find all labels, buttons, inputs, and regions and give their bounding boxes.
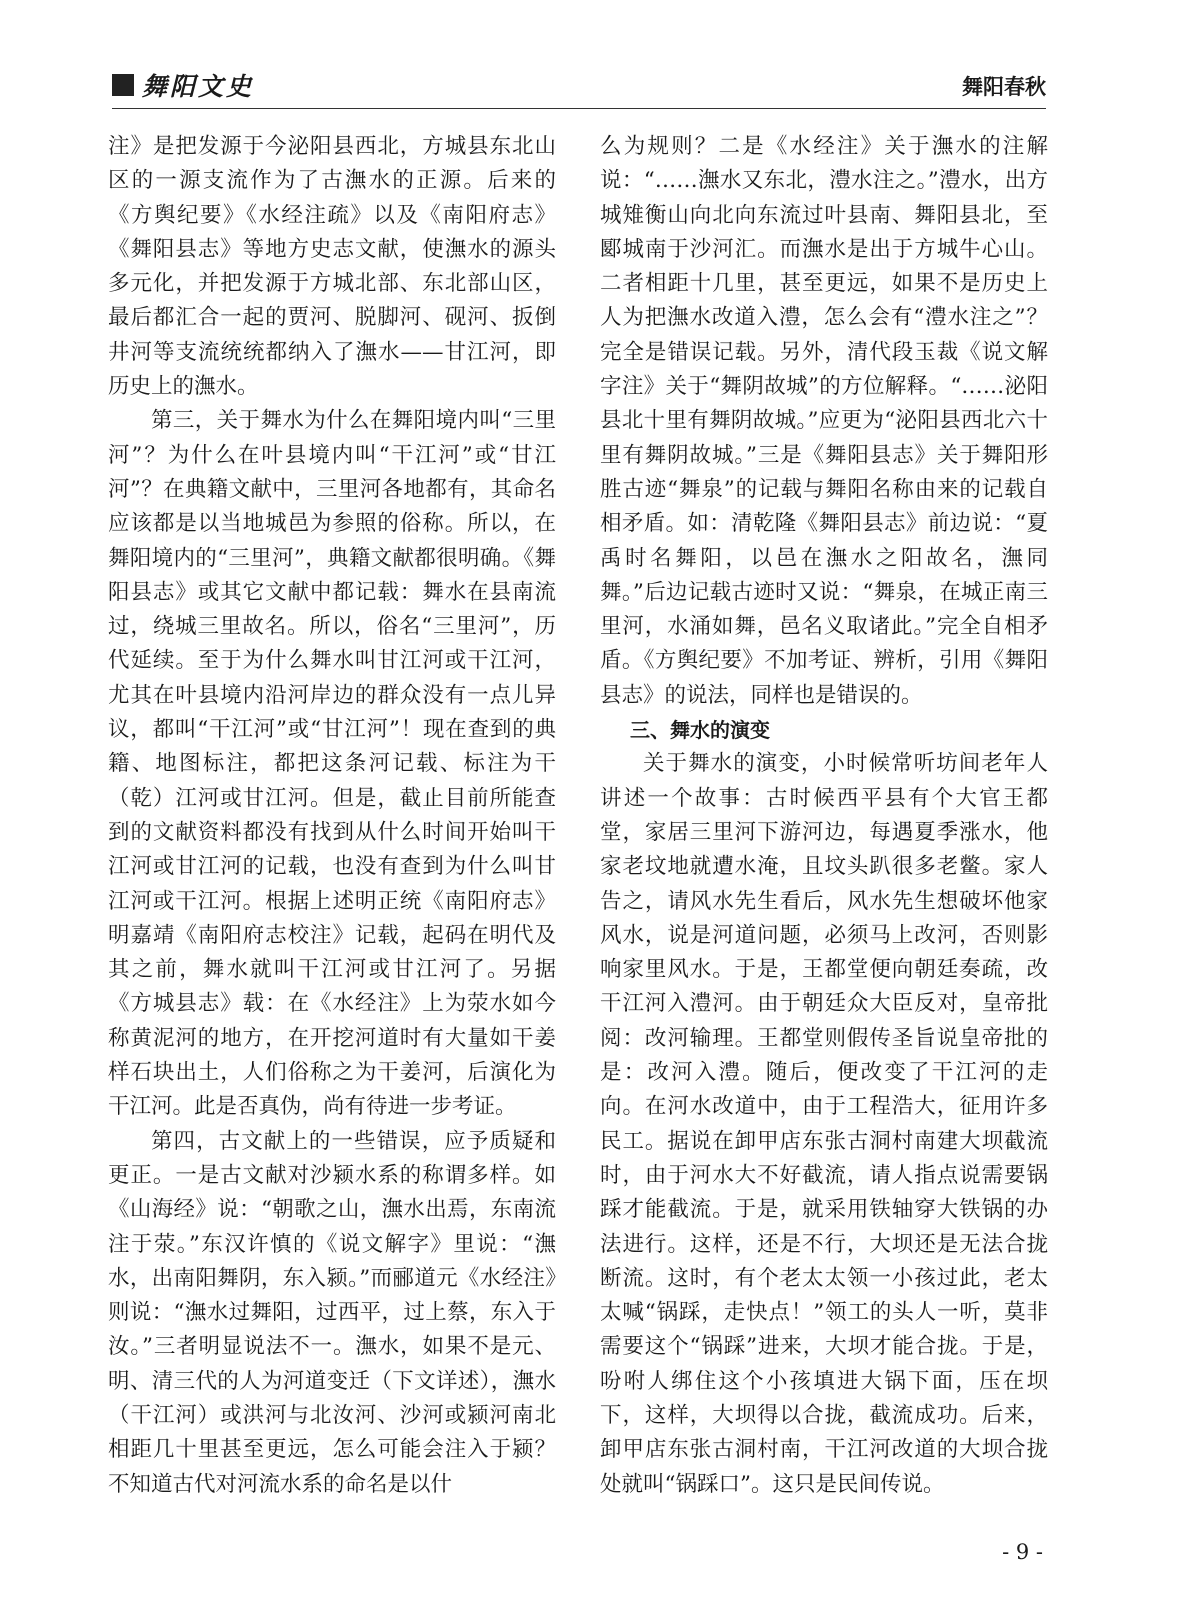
section-heading: 三、舞水的演变 — [630, 718, 770, 743]
page-number: - 9 - — [1002, 1540, 1043, 1564]
paragraph: 第三，关于舞水为什么在舞阳境内叫“三里河”？为什么在叶县境内叫“干江河”或“甘江河”？在典籍文献中，三里河各地都有，其命名应该都是以当地城邑为参照的俗称。所以，在舞阳境内的“三里河”，典籍文献都很明确。《舞阳县志》或其它文献中都记载：舞水在县南流过，绕城三里故名。所以，俗名“三里河”，历代延续。至于为什么舞水叫甘江河或干江河，尤其在叶县境内沿河岸边的群众没有一点儿异议，都叫“干江河”或“甘江河”！现在查到的典籍、地图标注，都把这条河记载、标注为干（乾）江河或甘江河。但是，截止目前所能查到的文献资料都没有找到从什么时间开始叫干江河或甘江河的记载，也没有查到为什么叫甘江河或干江河。根据上述明正统《南阳府志》明嘉靖《南阳府志校注》记载，起码在明代及其之前，舞水就叫干江河或甘江河了。另据《方城县志》载：在《水经注》上为荥水如今称黄泥河的地方，在开挖河道时有大量如干姜样石块出土，人们俗称之为干姜河，后演化为干江河。此是否真伪，尚有待进一步考证。 — [108, 408, 556, 1120]
column-title: 舞阳春秋 — [962, 75, 1046, 99]
paragraph: 第四，古文献上的一些错误，应予质疑和更正。一是古文献对沙颍水系的称谓多样。如《山海经》说：“朝歌之山，潕水出焉，东南流注于荥。”东汉许慎的《说文解字》里说：“潕水，出南阳舞阴，东入颍。”而郦道元《水经注》则说：“潕水过舞阳，过西平，过上蔡，东入于汝。”三者明显说法不一。潕水，如果不是元、明、清三代的人为河道变迁（下文详述），潕水（干江河）或洪河与北汝河、沙河或颍河南北相距几十里甚至更远，怎么可能会注入于颍？不知道古代对河流水系的命名是以什 — [108, 1128, 556, 1497]
journal-title: 舞阳文史 — [142, 72, 255, 101]
running-header — [112, 70, 1046, 104]
paragraph: 关于舞水的演变，小时候常听坊间老年人讲述一个故事：古时候西平县有个大官王都堂，家居三里河下游河边，每遇夏季涨水，他家老坟地就遭水淹，且坟头趴很多老鳖。家人告之，请风水先生看后，风水先生想破坏他家风水，说是河道问题，必须马上改河，否则影响家里风水。于是，王都堂便向朝廷奏疏，改干江河入澧河。由于朝廷众大臣反对，皇帝批阅：改河输理。王都堂则假传圣旨说皇帝批的是：改河入澧。随后，便改变了干江河的走向。在河水改道中，由于工程浩大，征用许多民工。据说在卸甲店东张古洞村南建大坝截流时，由于河水大不好截流，请人指点说需要锅踩才能截流。于是，就采用铁轴穿大铁锅的办法进行。这样，还是不行，大坝还是无法合拢断流。这时，有个老太太领一小孩过此，老太太喊“锅踩，走快点！”领工的头人一听，莫非需要这个“锅踩”进来，大坝才能合拢。于是，吩咐人绑住这个小孩填进大锅下面，压在坝下，这样，大坝得以合拢，截流成功。后来，卸甲店东张古洞村南，干江河改道的大坝合拢处就叫“锅踩口”。这只是民间传说。 — [600, 751, 1048, 1497]
paragraph: 么为规则？二是《水经注》关于潕水的注解说：“……潕水又东北，澧水注之。”澧水，出方城雉衡山向北向东流过叶县南、舞阳县北，至郾城南于沙河汇。而潕水是出于方城牛心山。二者相距十几里，甚至更远，如果不是历史上人为把潕水改道入澧，怎么会有“澧水注之”？完全是错误记载。另外，清代段玉裁《说文解字注》关于“舞阴故城”的方位解释。“……泌阳县北十里有舞阴故城。”应更为“泌阳县西北六十里有舞阴故城。”三是《舞阳县志》关于舞阳形胜古迹“舞泉”的记载与舞阳名称由来的记载自相矛盾。如：清乾隆《舞阳县志》前边说：“夏禹时名舞阳，以邑在潕水之阳故名，潕同舞。”后边记载古迹时又说：“舞泉，在城正南三里河，水涌如舞，邑名义取诸此。”完全自相矛盾。《方舆纪要》不加考证、辨析，引用《舞阳县志》的说法，同样也是错误的。 — [600, 134, 1048, 708]
header-square-mark — [112, 74, 134, 96]
paragraph: 注》是把发源于今泌阳县西北，方城县东北山区的一源支流作为了古潕水的正源。后来的《方舆纪要》《水经注疏》以及《南阳府志》《舞阳县志》等地方史志文献，使潕水的源头多元化，并把发源于方城北部、东北部山区，最后都汇合一起的贾河、脱脚河、砚河、扳倒井河等支流统统都纳入了潕水——甘江河，即历史上的潕水。 — [108, 134, 556, 400]
left-column — [108, 130, 556, 1502]
header-rule — [112, 108, 1046, 109]
right-column — [600, 130, 1048, 1502]
